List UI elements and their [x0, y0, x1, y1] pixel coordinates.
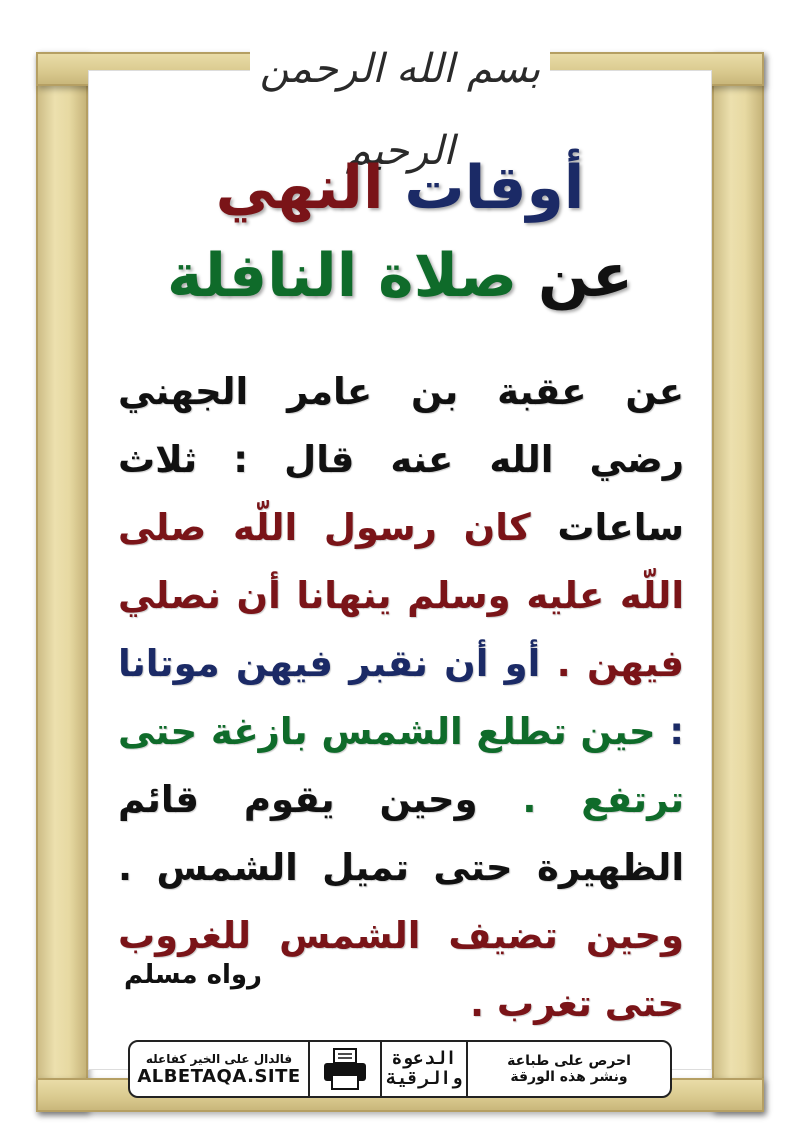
- hadith-burial: أو أن نقبر فيهن موتانا :: [118, 642, 684, 753]
- footer-slogan: فالدال على الخير كفاعله: [145, 1051, 293, 1066]
- footer-site-block: [130, 1042, 310, 1096]
- hadith-sunrise: حين تطلع الشمس بازغة حتى ترتفع .: [118, 710, 684, 821]
- title-word-an: عن: [538, 241, 633, 311]
- scroll-frame-right: [712, 52, 764, 1112]
- footer-banner: [128, 1040, 672, 1098]
- hadith-text: [118, 358, 684, 1038]
- title-line-2: [100, 236, 700, 316]
- title-word-salat: صلاة النافلة: [166, 241, 518, 311]
- hadith-three-hours: ثلاث ساعات: [118, 438, 684, 549]
- hadith-source: رواه مسلم: [124, 960, 262, 990]
- footer-note-line-1: احرص على طباعة: [507, 1053, 631, 1069]
- hadith-prohibition: كان رسول اللّه صلى اللّه عليه وسلم ينهانا أن نصلي فيهن .: [118, 506, 684, 685]
- hadith-sunset: وحين تضيف الشمس للغروب حتى تغرب .: [118, 914, 684, 1025]
- hadith-noon: وحين يقوم قائم الظهيرة حتى تميل الشمس .: [118, 778, 684, 889]
- dawah-logo: الدعوة والرقية: [380, 1042, 468, 1096]
- footer-site-link[interactable]: ALBETAQA.SITE: [137, 1065, 301, 1087]
- scroll-frame-left: [36, 52, 88, 1112]
- hadith-narrator: عن عقبة بن عامر الجهني رضي الله عنه قال :: [118, 370, 684, 481]
- title-line-1: [100, 148, 700, 228]
- footer-note-line-2: ونشر هذه الورقة: [510, 1069, 628, 1085]
- title-word-awqat: أوقات: [404, 153, 585, 223]
- title-word-nahy: النهي: [215, 153, 384, 223]
- printer-icon: [310, 1042, 380, 1096]
- footer-note: [468, 1042, 670, 1096]
- basmala-calligraphy: بسم الله الرحمن الرحيم: [250, 28, 550, 110]
